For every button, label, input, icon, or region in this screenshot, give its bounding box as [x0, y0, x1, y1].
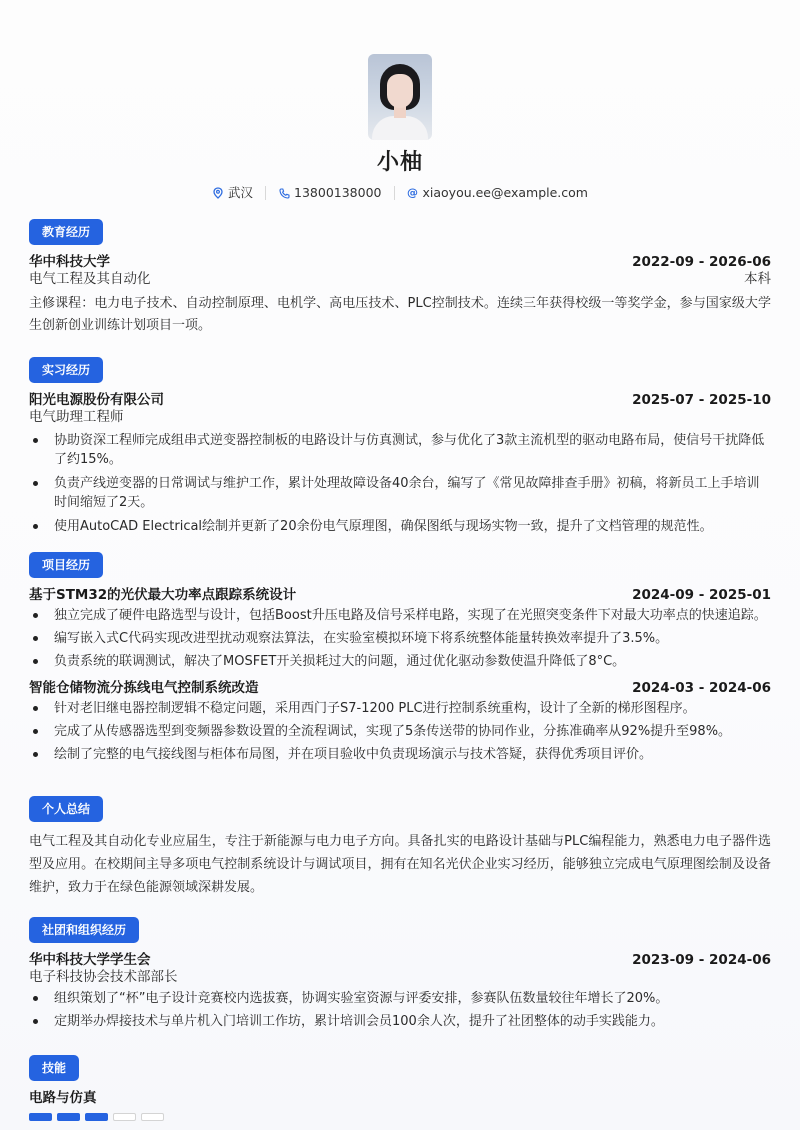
skill-name: 电路与仿真 — [29, 1090, 97, 1106]
organization-bullets — [29, 989, 771, 1031]
contact-location — [212, 185, 253, 201]
section-internship — [29, 357, 771, 536]
section-organizations — [29, 917, 771, 1031]
email-text[interactable]: xiaoyou.ee@example.com — [422, 185, 588, 200]
skill-level-meter — [29, 1113, 771, 1121]
project-date: 2024-09 - 2025-01 — [632, 587, 771, 603]
internship-date: 2025-07 - 2025-10 — [632, 392, 771, 408]
section-projects — [29, 552, 771, 764]
contact-email[interactable] — [407, 185, 588, 201]
education-entry — [29, 254, 771, 337]
list-item: 编写嵌入式C代码实现改进型扰动观察法算法，在实验室模拟环境下将系统整体能量转换效率提升了3.5%。 — [29, 629, 771, 648]
section-title-organizations: 社团和组织经历 — [29, 917, 139, 943]
organization-date: 2023-09 - 2024-06 — [632, 952, 771, 968]
contact-phone — [278, 185, 381, 201]
major: 电气工程及其自动化 — [29, 271, 151, 287]
phone-icon — [278, 188, 290, 199]
project-entry — [29, 587, 771, 671]
divider — [394, 186, 395, 200]
section-title-education: 教育经历 — [29, 219, 103, 245]
school-name: 华中科技大学 — [29, 254, 110, 270]
project-date: 2024-03 - 2024-06 — [632, 680, 771, 696]
list-item: 组织策划了“杯”电子设计竞赛校内选拔赛，协调实验室资源与评委安排，参赛队伍数量较往年增长了20%。 — [29, 989, 771, 1008]
list-item: 完成了从传感器选型到变频器参数设置的全流程调试，实现了5条传送带的协同作业，分拣准确率从92%提升至98%。 — [29, 722, 771, 741]
project-name: 智能仓储物流分拣线电气控制系统改造 — [29, 680, 259, 696]
location-text: 武汉 — [228, 185, 254, 200]
education-date: 2022-09 - 2026-06 — [632, 254, 771, 270]
skill-level-segment-filled — [85, 1113, 108, 1121]
skill-entry — [29, 1090, 771, 1121]
internship-entry — [29, 392, 771, 536]
contact-row — [29, 185, 771, 201]
phone-text: 13800138000 — [294, 185, 382, 200]
project-bullets — [29, 699, 771, 764]
organization-name: 华中科技大学学生会 — [29, 952, 151, 968]
education-description: 主修课程：电力电子技术、自动控制原理、电机学、高电压技术、PLC控制技术。连续三年获得校级一等奖学金，参与国家级大学生创新创业训练计划项目一项。 — [29, 296, 771, 333]
section-title-projects: 项目经历 — [29, 552, 103, 578]
project-name: 基于STM32的光伏最大功率点跟踪系统设计 — [29, 587, 297, 603]
skill-level-segment-filled — [57, 1113, 80, 1121]
degree: 本科 — [744, 271, 771, 287]
list-item: 针对老旧继电器控制逻辑不稳定问题，采用西门子S7-1200 PLC进行控制系统重构，设计了全新的梯形图程序。 — [29, 699, 771, 718]
location-pin-icon — [212, 187, 224, 199]
section-skills — [29, 1055, 771, 1121]
project-bullets — [29, 606, 771, 671]
email-at-icon: @ — [407, 186, 418, 199]
section-summary — [29, 796, 771, 899]
list-item: 定期举办焊接技术与单片机入门培训工作坊，累计培训会员100余人次，提升了社团整体的动手实践能力。 — [29, 1012, 771, 1031]
organization-entry — [29, 952, 771, 1031]
organization-role: 电子科技协会技术部部长 — [29, 969, 178, 985]
section-education — [29, 219, 771, 337]
section-title-skills: 技能 — [29, 1055, 79, 1081]
list-item: 协助资深工程师完成组串式逆变器控制板的电路设计与仿真测试，参与优化了3款主流机型的驱动电路布局，使信号干扰降低了约15%。 — [29, 431, 771, 469]
list-item: 使用AutoCAD Electrical绘制并更新了20余份电气原理图，确保图纸与现场实物一致，提升了文档管理的规范性。 — [29, 517, 771, 536]
list-item: 负责系统的联调测试，解决了MOSFET开关损耗过大的问题，通过优化驱动参数使温升降低了8°C。 — [29, 652, 771, 671]
list-item: 独立完成了硬件电路选型与设计，包括Boost升压电路及信号采样电路，实现了在光照突变条件下对最大功率点的快速追踪。 — [29, 606, 771, 625]
candidate-name: 小柚 — [376, 150, 423, 175]
summary-text: 电气工程及其自动化专业应届生，专注于新能源与电力电子方向。具备扎实的电路设计基础与PLC编程能力，熟悉电力电子器件选型及应用。在校期间主导多项电气控制系统设计与调试项目，拥有在知名光伏企业实习经历，能够独立完成电气原理图绘制及设备维护，致力于在绿色能源领域深耕发展。 — [29, 834, 771, 895]
skill-level-segment-empty — [113, 1113, 136, 1121]
internship-bullets — [29, 431, 771, 536]
skill-level-segment-empty — [141, 1113, 164, 1121]
section-title-internship: 实习经历 — [29, 357, 103, 383]
divider — [265, 186, 266, 200]
company-name: 阳光电源股份有限公司 — [29, 392, 164, 408]
project-entry — [29, 680, 771, 764]
resume-header — [29, 0, 771, 201]
job-role: 电气助理工程师 — [29, 409, 124, 425]
list-item: 负责产线逆变器的日常调试与维护工作，累计处理故障设备40余台，编写了《常见故障排查手册》初稿，将新员工上手培训时间缩短了2天。 — [29, 474, 771, 512]
list-item: 绘制了完整的电气接线图与柜体布局图，并在项目验收中负责现场演示与技术答疑，获得优秀项目评价。 — [29, 745, 771, 764]
section-title-summary: 个人总结 — [29, 796, 103, 822]
profile-photo — [368, 54, 432, 140]
skill-level-segment-filled — [29, 1113, 52, 1121]
